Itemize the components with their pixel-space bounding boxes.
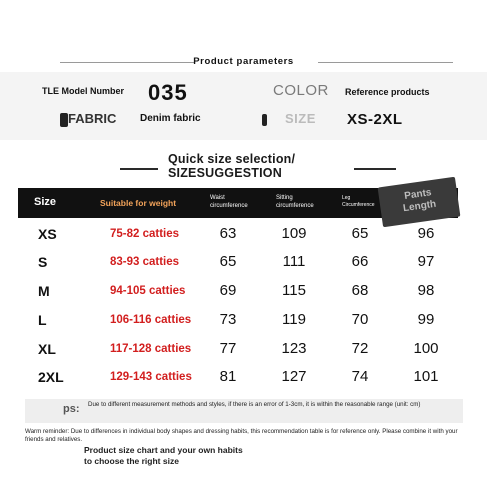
divider-right — [318, 62, 453, 63]
header-waist-line2: circumference — [210, 203, 248, 209]
row-size: XS — [38, 226, 57, 242]
row-weight: 75-82 catties — [110, 228, 180, 240]
row-waist: 81 — [219, 368, 237, 385]
ps-note-text: Due to different measurement methods and styles, if there is an error of 1-3cm, it is within the reasonable range (unit: cm) — [88, 401, 421, 408]
section-title: Product parameters — [193, 56, 294, 67]
row-sitting: 123 — [281, 340, 307, 357]
row-pants: 98 — [417, 282, 435, 299]
row-leg: 65 — [351, 225, 369, 242]
header-pants-line1: Pants — [403, 187, 433, 202]
row-pants: 97 — [417, 253, 435, 270]
model-number-label: TLE Model Number — [42, 86, 125, 96]
fabric-value: Denim fabric — [140, 113, 201, 124]
header-sitting-line1: Sitting — [276, 195, 293, 201]
header-weight: Suitable for weight — [100, 198, 177, 208]
model-number-value: 035 — [148, 80, 188, 105]
row-leg: 74 — [351, 368, 369, 385]
footer-line1: Product size chart and your own habits — [84, 445, 243, 455]
warm-reminder: Warm reminder: Due to differences in individual body shapes and dressing habits, this recommendation table is for reference only. Please combine it with your friends and relatives. — [25, 428, 458, 443]
row-leg: 72 — [351, 340, 369, 357]
row-weight: 83-93 catties — [110, 256, 180, 268]
header-sitting — [276, 194, 314, 210]
row-leg: 66 — [351, 253, 369, 270]
header-leg — [342, 195, 375, 209]
row-sitting: 109 — [281, 225, 307, 242]
table-row — [18, 277, 458, 305]
footer-line2: to choose the right size — [84, 456, 179, 466]
header-leg-line1: Leg — [342, 195, 351, 201]
quick-size-title — [168, 152, 295, 180]
header-sitting-line2: circumference — [276, 203, 314, 209]
row-waist: 69 — [219, 282, 237, 299]
header-waist — [210, 194, 248, 210]
table-row — [18, 306, 458, 334]
row-waist: 65 — [219, 253, 237, 270]
footer-note — [84, 445, 243, 467]
table-row — [18, 220, 458, 248]
row-weight: 129-143 catties — [110, 371, 192, 383]
title-dash-right — [354, 168, 396, 170]
row-sitting: 111 — [282, 253, 306, 270]
color-label: COLOR — [273, 82, 329, 99]
size-range-value: XS-2XL — [347, 111, 403, 128]
title-dash-left — [120, 168, 158, 170]
reference-products-label: Reference products — [345, 87, 430, 97]
table-row — [18, 363, 458, 391]
row-pants: 96 — [417, 225, 435, 242]
header-leg-line2: Circumference — [342, 202, 375, 208]
header-pants-line2: Length — [402, 198, 437, 215]
row-sitting: 119 — [282, 311, 306, 328]
row-weight: 117-128 catties — [110, 343, 192, 355]
header-waist-line1: Waist — [210, 195, 225, 201]
row-waist: 73 — [219, 311, 237, 328]
quick-size-title-line1: Quick size selection/ — [168, 152, 296, 166]
row-size: L — [38, 312, 47, 328]
row-pants: 101 — [413, 368, 439, 385]
row-weight: 94-105 catties — [110, 285, 186, 297]
row-size: 2XL — [38, 369, 64, 385]
row-weight: 106-116 catties — [110, 314, 192, 326]
row-leg: 68 — [351, 282, 369, 299]
row-size: M — [38, 283, 50, 299]
quick-size-title-line2: SIZESUGGESTION — [168, 166, 282, 180]
row-waist: 77 — [219, 340, 237, 357]
size-ink-mark — [262, 114, 267, 126]
row-size: XL — [38, 341, 56, 357]
table-row — [18, 248, 458, 276]
header-size: Size — [34, 196, 57, 208]
row-leg: 70 — [351, 311, 369, 328]
fabric-label: FABRIC — [68, 111, 117, 126]
row-waist: 63 — [219, 225, 237, 242]
row-size: S — [38, 254, 48, 270]
table-row — [18, 335, 458, 363]
size-label: SIZE — [285, 111, 316, 126]
row-sitting: 115 — [282, 282, 306, 299]
row-pants: 100 — [413, 340, 439, 357]
row-pants: 99 — [417, 311, 435, 328]
ps-label: ps: — [63, 403, 80, 415]
row-sitting: 127 — [281, 368, 307, 385]
parameter-panel — [0, 72, 487, 140]
fabric-ink-mark — [60, 113, 68, 127]
